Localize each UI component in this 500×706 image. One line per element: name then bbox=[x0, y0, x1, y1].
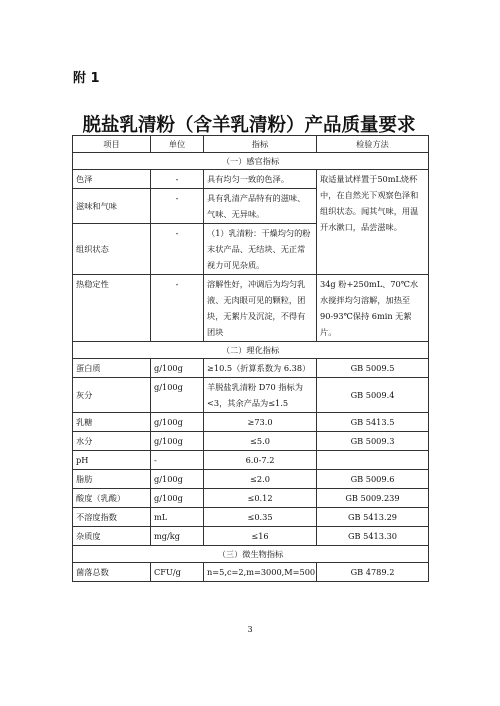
cell-spec: ≤0.35 bbox=[204, 508, 317, 527]
cell-unit: - bbox=[151, 189, 204, 224]
cell-method: GB 5009.3 bbox=[317, 432, 429, 451]
table-row bbox=[73, 413, 429, 432]
table-row bbox=[73, 508, 429, 527]
table-row bbox=[73, 527, 429, 546]
cell-item: 杂质度 bbox=[73, 527, 151, 546]
cell-unit: g/100g bbox=[151, 432, 204, 451]
document-title: 脱盐乳清粉（含羊乳清粉）产品质量要求 bbox=[82, 115, 416, 136]
cell-unit: - bbox=[151, 224, 204, 275]
header-method: 检验方法 bbox=[317, 136, 429, 153]
cell-method-heat: 34g 粉+250mL、70℃水水搅拌均匀溶解，加热至 90-93℃保持 6min 无絮片。 bbox=[317, 275, 429, 342]
cell-item: 组织状态 bbox=[73, 224, 151, 275]
cell-unit: g/100g bbox=[151, 489, 204, 508]
cell-spec: 6.0-7.2 bbox=[204, 451, 317, 470]
appendix-label: 附 1 bbox=[73, 71, 100, 86]
cell-method-sensory: 取适量试样置于50mL烧杯中，在自然光下观察色泽和组织状态。闻其气味，用温开水漱口，品尝滋味。 bbox=[317, 170, 429, 275]
cell-spec: 具有均匀一致的色泽。 bbox=[204, 170, 317, 189]
cell-spec: 具有乳清产品特有的滋味、气味、无异味。 bbox=[204, 189, 317, 224]
table-row bbox=[73, 432, 429, 451]
cell-method: GB 5009.5 bbox=[317, 359, 429, 378]
section-title-sensory: （一）感官指标 bbox=[73, 153, 429, 170]
cell-spec: 羊脱盐乳清粉 D70 指标为<3，其余产品为≤1.5 bbox=[204, 378, 317, 413]
section-title-micro: （三）微生物指标 bbox=[73, 546, 429, 563]
cell-unit: g/100g bbox=[151, 413, 204, 432]
cell-unit: - bbox=[151, 451, 204, 470]
cell-item: 不溶度指数 bbox=[73, 508, 151, 527]
cell-method: GB 5009.6 bbox=[317, 470, 429, 489]
table-row bbox=[73, 378, 429, 413]
cell-unit: g/100g bbox=[151, 359, 204, 378]
cell-method: GB 4789.2 bbox=[317, 563, 429, 582]
cell-item: 灰分 bbox=[73, 378, 151, 413]
cell-spec: ≥73.0 bbox=[204, 413, 317, 432]
header-item: 项目 bbox=[73, 136, 151, 153]
table-row bbox=[73, 170, 429, 189]
cell-method: GB 5413.5 bbox=[317, 413, 429, 432]
section-row-sensory bbox=[73, 153, 429, 170]
cell-unit: - bbox=[151, 170, 204, 189]
cell-unit: - bbox=[151, 275, 204, 342]
cell-unit: CFU/g bbox=[151, 563, 204, 582]
page-number: 3 bbox=[247, 625, 253, 634]
cell-spec: ≤5.0 bbox=[204, 432, 317, 451]
cell-spec: ≤16 bbox=[204, 527, 317, 546]
cell-spec: ≥10.5（折算系数为 6.38） bbox=[204, 359, 317, 378]
cell-item: 蛋白质 bbox=[73, 359, 151, 378]
cell-item: 色泽 bbox=[73, 170, 151, 189]
cell-item: 脂肪 bbox=[73, 470, 151, 489]
header-unit: 单位 bbox=[151, 136, 204, 153]
section-row-micro bbox=[73, 546, 429, 563]
cell-item: 乳糖 bbox=[73, 413, 151, 432]
cell-spec: （1）乳清粉：干燥均匀的粉末状产品、无结块、无正常视力可见杂质。 bbox=[204, 224, 317, 275]
cell-item: 滋味和气味 bbox=[73, 189, 151, 224]
table-row bbox=[73, 359, 429, 378]
quality-requirements-table bbox=[72, 135, 429, 582]
table-row bbox=[73, 275, 429, 342]
cell-method: GB 5413.29 bbox=[317, 508, 429, 527]
table-row bbox=[73, 451, 429, 470]
cell-spec: 溶解性好，冲调后为均匀乳液、无肉眼可见的颗粒，团块，无絮片及沉淀，不得有团块 bbox=[204, 275, 317, 342]
cell-method: GB 5413.30 bbox=[317, 527, 429, 546]
header-spec: 指标 bbox=[204, 136, 317, 153]
table-row bbox=[73, 563, 429, 582]
cell-spec: ≤2.0 bbox=[204, 470, 317, 489]
cell-spec: n=5,c=2,m=3000,M=500 bbox=[204, 563, 317, 582]
cell-unit: mL bbox=[151, 508, 204, 527]
section-title-physchem: （二）理化指标 bbox=[73, 342, 429, 359]
section-row-physchem bbox=[73, 342, 429, 359]
cell-item: 菌落总数 bbox=[73, 563, 151, 582]
table-row bbox=[73, 470, 429, 489]
cell-method: GB 5009.4 bbox=[317, 378, 429, 413]
cell-method bbox=[317, 451, 429, 470]
cell-unit: g/100g bbox=[151, 378, 204, 413]
cell-unit: mg/kg bbox=[151, 527, 204, 546]
cell-item: 水分 bbox=[73, 432, 151, 451]
cell-item: 酸度（乳酸） bbox=[73, 489, 151, 508]
cell-item: pH bbox=[73, 451, 151, 470]
cell-spec: ≤0.12 bbox=[204, 489, 317, 508]
table-header-row bbox=[73, 136, 429, 153]
cell-unit: g/100g bbox=[151, 470, 204, 489]
cell-item: 热稳定性 bbox=[73, 275, 151, 342]
cell-method: GB 5009.239 bbox=[317, 489, 429, 508]
table-row bbox=[73, 489, 429, 508]
